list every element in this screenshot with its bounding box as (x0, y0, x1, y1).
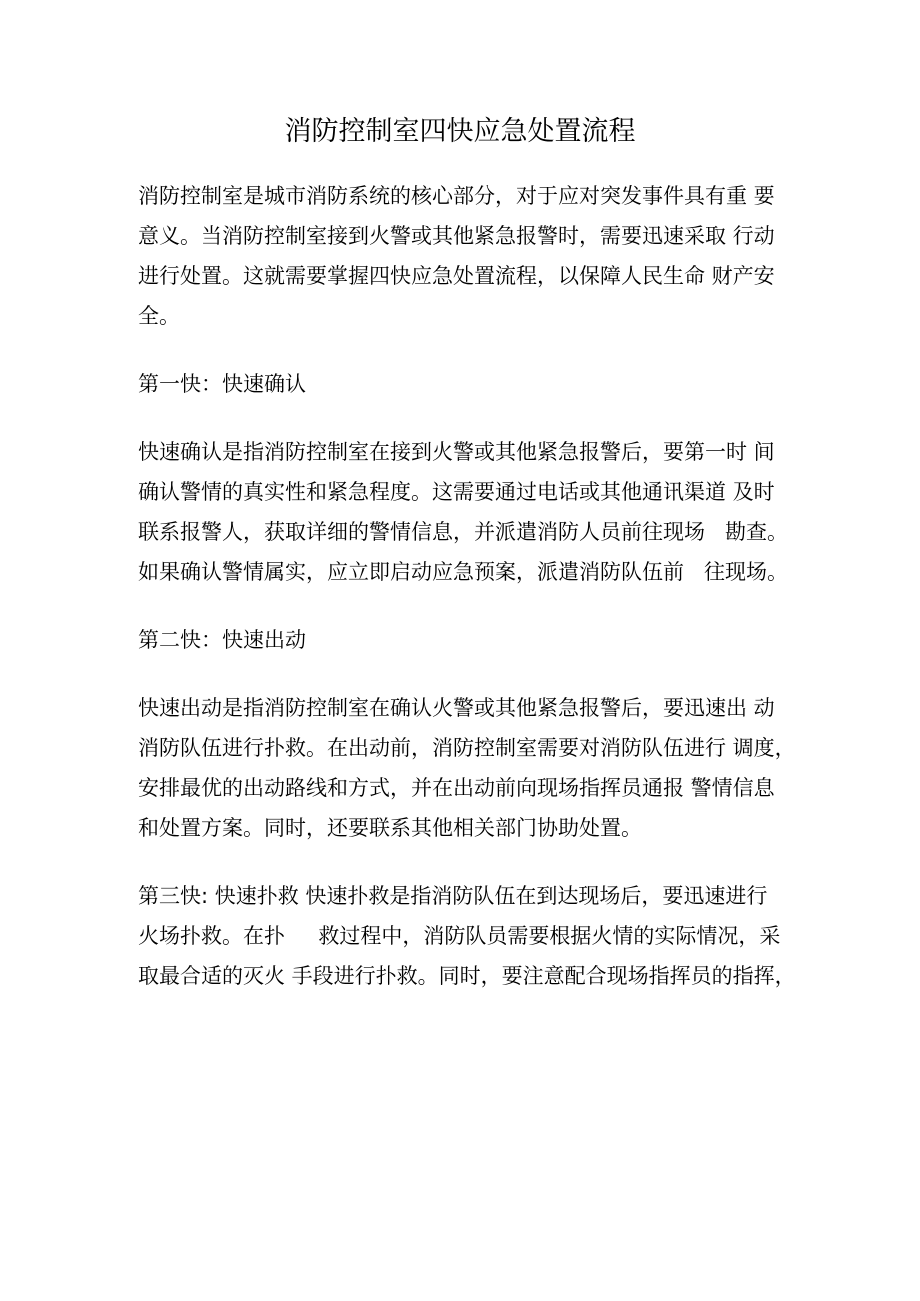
section2-line-2: 消防队伍进行扑救。在出动前，消防控制室需要对消防队伍进行 调度， (138, 736, 796, 760)
intro-line-3: 进行处置。这就需要掌握四快应急处置流程，以保障人民生命 财产安 (138, 264, 775, 288)
section1-line-4: 如果确认警情属实，应立即启动应急预案，派遣消防队伍前 往现场。 (138, 560, 789, 584)
section1-line-3: 联系报警人，获取详细的警情信息，并派遣消防人员前往现场 勘查。 (138, 520, 789, 544)
document-body (138, 182, 796, 1002)
section2-line-4: 和处置方案。同时，还要联系其他相关部门协助处置。 (138, 816, 642, 840)
paragraph-gap (138, 854, 788, 882)
section2-line-1: 快速出动是指消防控制室在确认火警或其他紧急报警后，要迅速出 动 (138, 696, 775, 720)
intro-line-2: 意义。当消防控制室接到火警或其他紧急报警时，需要迅速采取 行动 (138, 224, 775, 248)
section3-line-3: 取最合适的灭火 手段进行扑救。同时，要注意配合现场指挥员的指挥， (138, 964, 796, 988)
document-title: 消防控制室四快应急处置流程 (284, 116, 636, 147)
section2-paragraph (138, 694, 796, 854)
section1-paragraph (138, 438, 788, 598)
section1-line-1: 快速确认是指消防控制室在接到火警或其他紧急报警后，要第一时 间 (138, 440, 775, 464)
section1-line-2: 确认警情的真实性和紧急程度。这需要通过电话或其他通讯渠道 及时 (138, 480, 775, 504)
paragraph-gap (138, 342, 788, 370)
section1-heading: 第一快：快速确认 (138, 372, 306, 396)
intro-line-4: 全。 (138, 304, 180, 328)
intro-line-1: 消防控制室是城市消防系统的核心部分，对于应对突发事件具有重 要 (138, 184, 775, 208)
section3-paragraph (138, 882, 796, 1002)
intro-paragraph (138, 182, 788, 342)
paragraph-gap (138, 666, 788, 694)
section2-heading: 第二快：快速出动 (138, 628, 306, 652)
section3-line-1: 第三快: 快速扑救 快速扑救是指消防队伍在到达现场后，要迅速进行 (138, 884, 768, 908)
paragraph-gap (138, 410, 788, 438)
paragraph-gap (138, 598, 788, 626)
section3-line-2: 火场扑救。在扑 救过程中，消防队员需要根据火情的实际情况，采 (138, 924, 781, 948)
section2-line-3: 安排最优的出动路线和方式，并在出动前向现场指挥员通报 警情信息 (138, 776, 775, 800)
